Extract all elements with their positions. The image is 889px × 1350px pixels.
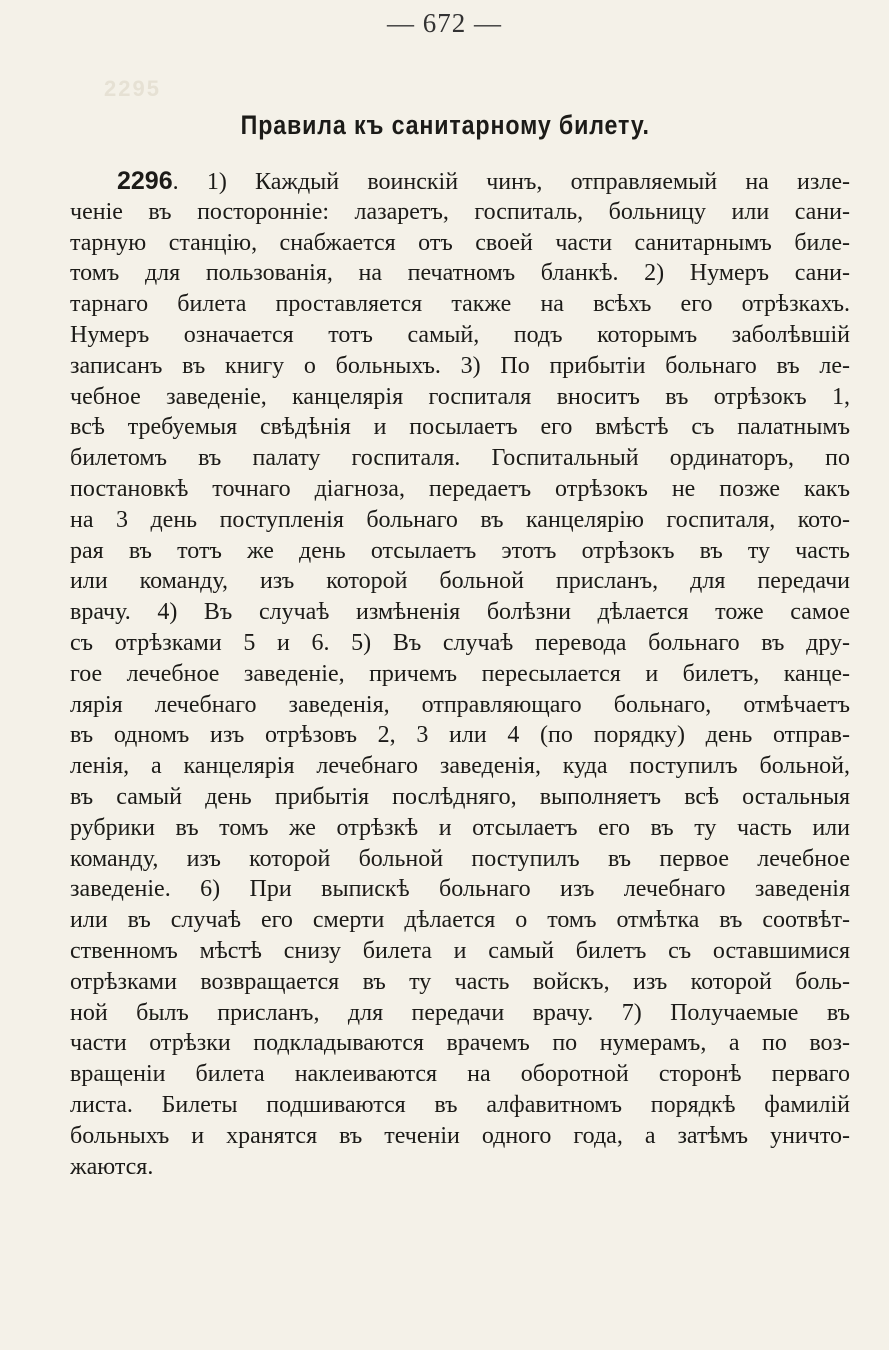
article-line: листа. Билеты подшиваются въ алфавитномъ порядкѣ фамилій: [70, 1091, 850, 1118]
article-line: гое лечебное заведеніе, причемъ пересылается и билетъ, канце-: [70, 660, 850, 687]
article-line: больныхъ и хранятся въ теченіи одного года, а затѣмъ уничто-: [70, 1122, 850, 1149]
article-line: жаются.: [70, 1153, 154, 1180]
show-through-mark: 2295: [104, 76, 161, 101]
article-line: отрѣзками возвращается въ ту часть войскъ, изъ которой боль-: [70, 968, 850, 995]
article-line: ной былъ присланъ, для передачи врачу. 7) Получаемые въ: [70, 999, 850, 1026]
article-line: вращеніи билета наклеиваются на оборотной сторонѣ перваго: [70, 1061, 850, 1088]
article-line: съ отрѣзками 5 и 6. 5) Въ случаѣ перевода больнаго въ дру-: [70, 629, 850, 656]
article-line: ственномъ мѣстѣ снизу билета и самый билетъ съ оставшимися: [70, 937, 850, 964]
article-line: въ одномъ изъ отрѣзовъ 2, 3 или 4 (по порядку) день отправ-: [70, 722, 850, 749]
article-line: тарную станцію, снабжается отъ своей части санитарнымъ биле-: [70, 229, 850, 256]
article-number: 2296: [117, 167, 173, 195]
article-line: ленія, а канцелярія лечебнаго заведенія, куда поступилъ больной,: [70, 753, 850, 780]
article-line: на 3 день поступленія больнаго въ канцелярію госпиталя, кото-: [70, 506, 850, 533]
article-line: записанъ въ книгу о больныхъ. 3) По прибытіи больнаго въ ле-: [70, 352, 850, 379]
article-line: тарнаго билета проставляется также на всѣхъ его отрѣзкахъ.: [70, 291, 850, 318]
article-line: врачу. 4) Въ случаѣ измѣненія болѣзни дѣлается тоже самое: [70, 599, 850, 626]
article-line: или въ случаѣ его смерти дѣлается о томъ отмѣтка въ соотвѣт-: [70, 907, 850, 934]
article-line: 2296. 1) Каждый воинскій чинъ, отправляемый на изле-: [117, 167, 850, 195]
article-line: рая въ тотъ же день отсылаетъ этотъ отрѣзокъ въ ту часть: [70, 537, 850, 564]
article-line: постановкѣ точнаго діагноза, передаетъ отрѣзокъ не позже какъ: [70, 475, 850, 502]
article-line: заведеніе. 6) При выпискѣ больнаго изъ лечебнаго заведенія: [70, 876, 850, 903]
article-line: лярія лечебнаго заведенія, отправляющаго больнаго, отмѣчаетъ: [70, 691, 850, 718]
article-line: томъ для пользованія, на печатномъ бланкѣ. 2) Нумеръ сани-: [70, 260, 850, 287]
article-line: ченіе въ посторонніе: лазаретъ, госпиталь, больницу или сани-: [70, 198, 850, 225]
article-line: билетомъ въ палату госпиталя. Госпитальный ординаторъ, по: [70, 445, 850, 472]
article-line: или команду, изъ которой больной присланъ, для передачи: [70, 568, 850, 595]
section-title: Правила къ санитарному билету.: [240, 110, 650, 140]
article-line: въ самый день прибытія послѣдняго, выполняетъ всѣ остальныя: [70, 783, 850, 810]
article-line: чебное заведеніе, канцелярія госпиталя вноситъ въ отрѣзокъ 1,: [70, 383, 850, 410]
article-line: части отрѣзки подкладываются врачемъ по нумерамъ, а по воз-: [70, 1030, 850, 1057]
article-line: всѣ требуемыя свѣдѣнія и посылаетъ его вмѣстѣ съ палатнымъ: [70, 414, 850, 441]
page-number: — 672 —: [387, 8, 502, 38]
article-body: [70, 166, 850, 1182]
article-line: Нумеръ означается тотъ самый, подъ которымъ заболѣвшій: [70, 321, 850, 348]
article-line: рубрики въ томъ же отрѣзкѣ и отсылаетъ его въ ту часть или: [70, 814, 850, 841]
article-line: команду, изъ которой больной поступилъ въ первое лечебное: [70, 845, 850, 872]
